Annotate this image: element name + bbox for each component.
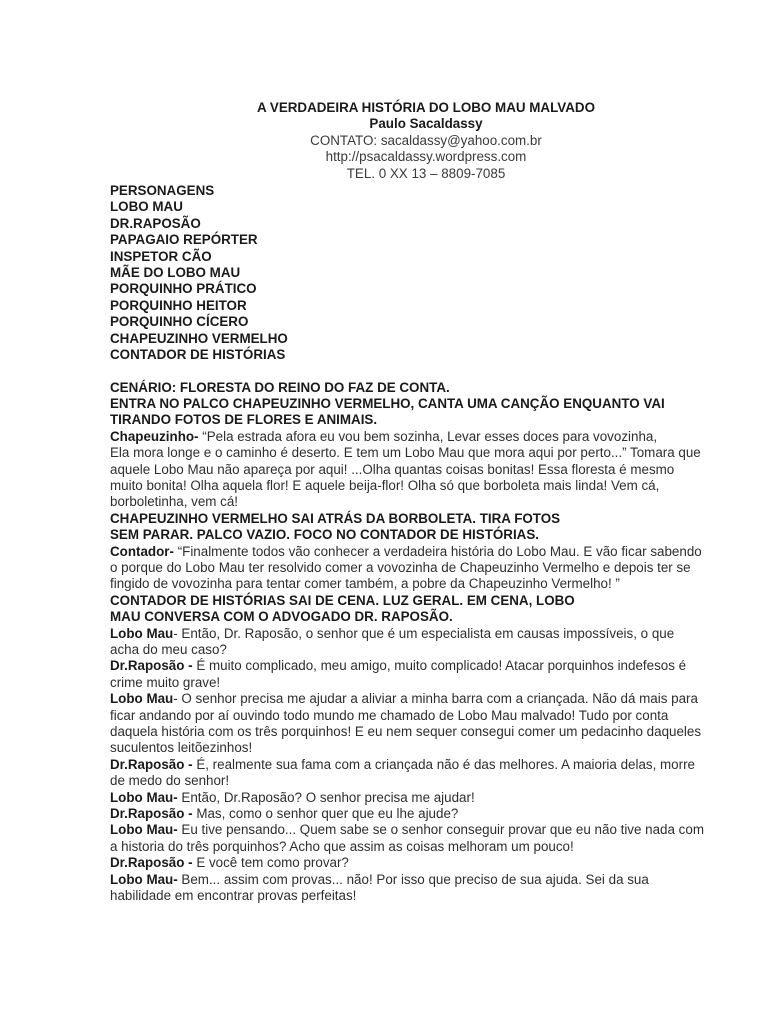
dialogue-text: Mas, como o senhor quer que eu lhe ajude? — [192, 806, 459, 822]
document-header — [110, 100, 742, 182]
speaker-name: Chapeuzinho- — [110, 428, 199, 444]
speaker-name: Dr.Raposão - — [110, 855, 193, 871]
stage-direction: CHAPEUZINHO VERMELHO SAI ATRÁS DA BORBOLETA. TIRA FOTOS — [110, 510, 561, 526]
speaker-name: Dr.Raposão - — [110, 806, 193, 822]
cast-item: PORQUINHO PRÁTICO — [110, 281, 257, 297]
dialogue-text: Bem... assim com provas... não! Por isso que preciso de sua ajuda. Sei da sua — [177, 871, 649, 887]
stage-direction: SEM PARAR. PALCO VAZIO. FOCO NO CONTADOR DE HISTÓRIAS. — [110, 527, 540, 543]
dialogue-text: Então, Dr.Raposão? O senhor precisa me ajudar! — [177, 789, 475, 805]
document-title: A VERDADEIRA HISTÓRIA DO LOBO MAU MALVADO — [257, 100, 595, 115]
stage-direction: MAU CONVERSA COM O ADVOGADO DR. RAPOSÃO. — [110, 609, 453, 625]
dialogue-text: muito bonita! Olha aquela flor! E aquele beija-flor! Olha só que borboleta mais linda! Vem cá, — [110, 477, 660, 493]
dialogue-line — [110, 757, 740, 773]
dialogue-line — [110, 822, 740, 838]
speaker-name: Dr.Raposão - — [110, 756, 193, 772]
dialogue-line — [110, 544, 740, 560]
dialogue-line — [110, 855, 740, 871]
dialogue-line — [110, 790, 740, 806]
cast-heading: PERSONAGENS — [110, 183, 215, 199]
dialogue-text: Eu tive pensando... Quem sabe se o senhor conseguir provar que eu não tive nada com — [177, 822, 704, 838]
cast-item: CHAPEUZINHO VERMELHO — [110, 330, 288, 346]
cast-list — [110, 183, 740, 363]
cast-item: INSPETOR CÃO — [110, 248, 212, 264]
dialogue-line — [110, 626, 740, 642]
cast-item: MÃE DO LOBO MAU — [110, 265, 241, 281]
dialogue-text: fingido de vovozinha para tentar comer também, a pobre da Chapeuzinho Vermelho! ” — [110, 576, 620, 592]
contact-website: http://psacaldassy.wordpress.com — [325, 149, 527, 165]
cast-item: DR.RAPOSÃO — [110, 215, 201, 231]
dialogue-text: E você tem como provar? — [192, 855, 349, 871]
stage-direction: TIRANDO FOTOS DE FLORES E ANIMAIS. — [110, 412, 378, 428]
dialogue-text: habilidade em encontrar provas perfeitas! — [110, 888, 357, 904]
cast-item: PAPAGAIO REPÓRTER — [110, 232, 258, 248]
dialogue-text: Ela mora longe e o caminho é deserto. E tem um Lobo Mau que mora aqui por perto...” Tomara que — [110, 445, 701, 461]
dialogue-line — [110, 429, 740, 445]
stage-direction: CONTADOR DE HISTÓRIAS SAI DE CENA. LUZ GERAL. EM CENA, LOBO — [110, 592, 575, 608]
dialogue-text: - Então, Dr. Raposão, o senhor que é um especialista em causas impossíveis, o que — [173, 625, 675, 641]
dialogue-text: “Finalmente todos vão conhecer a verdadeira história do Lobo Mau. E vão ficar sabendo — [173, 543, 702, 559]
scene-description: CENÁRIO: FLORESTA DO REINO DO FAZ DE CONTA. — [110, 379, 450, 395]
speaker-name: Lobo Mau — [110, 625, 174, 641]
contact-email: CONTATO: sacaldassy@yahoo.com.br — [310, 132, 542, 148]
dialogue-text: É muito complicado, meu amigo, muito complicado! Atacar porquinhos indefesos é — [192, 658, 687, 674]
dialogue-text: de medo do senhor! — [110, 773, 230, 789]
author-name: Paulo Sacaldassy — [369, 116, 483, 132]
speaker-name: Lobo Mau- — [110, 871, 178, 887]
speaker-name: Contador- — [110, 543, 174, 559]
dialogue-text: acha do meu caso? — [110, 642, 227, 657]
blank-line — [110, 364, 740, 380]
dialogue-line — [110, 691, 740, 707]
speaker-name: Lobo Mau — [110, 691, 174, 707]
dialogue-line — [110, 872, 740, 888]
dialogue-text: crime muito grave! — [110, 674, 221, 690]
cast-item: PORQUINHO CÍCERO — [110, 314, 249, 330]
cast-item: CONTADOR DE HISTÓRIAS — [110, 347, 286, 363]
dialogue-text: o porque do Lobo Mau ter resolvido comer a vovozinha de Chapeuzinho Vermelho e depois ter se — [110, 559, 691, 575]
dialogue-line — [110, 658, 740, 674]
dialogue-text: É, realmente sua fama com a criançada não é das melhores. A maioria delas, morre — [192, 756, 695, 772]
dialogue-text: ficar andando por aí ouvindo todo mundo me chamado de Lobo Mau malvado! Tudo por conta — [110, 707, 669, 723]
dialogue-text: aquele Lobo Mau não apareça por aqui! ...Olha quantas coisas bonitas! Essa floresta é mesmo — [110, 461, 675, 477]
document-page — [110, 100, 740, 905]
cast-item: PORQUINHO HEITOR — [110, 297, 247, 313]
speaker-name: Lobo Mau- — [110, 789, 178, 805]
script-body — [110, 380, 740, 905]
cast-item: LOBO MAU — [110, 199, 183, 215]
stage-direction: ENTRA NO PALCO CHAPEUZINHO VERMELHO, CANTA UMA CANÇÃO ENQUANTO VAI — [110, 395, 665, 411]
contact-phone: TEL. 0 XX 13 – 8809-7085 — [346, 165, 506, 181]
dialogue-text: - O senhor precisa me ajudar a aliviar a minha barra com a criançada. Não dá mais para — [173, 691, 698, 707]
dialogue-text: a historia do três porquinhos? Acho que assim as coisas melhoram um pouco! — [110, 838, 574, 854]
dialogue-text: “Pela estrada afora eu vou bem sozinha, Levar esses doces para vovozinha, — [198, 428, 658, 444]
speaker-name: Dr.Raposão - — [110, 658, 193, 674]
speaker-name: Lobo Mau- — [110, 822, 178, 838]
dialogue-text: daquela história com os três porquinhos! E eu nem sequer consegui comer um pedacinho daqueles — [110, 724, 702, 740]
dialogue-line — [110, 806, 740, 822]
dialogue-text: borboletinha, vem cá! — [110, 494, 239, 510]
dialogue-text: suculentos leitõezinhos! — [110, 740, 253, 756]
